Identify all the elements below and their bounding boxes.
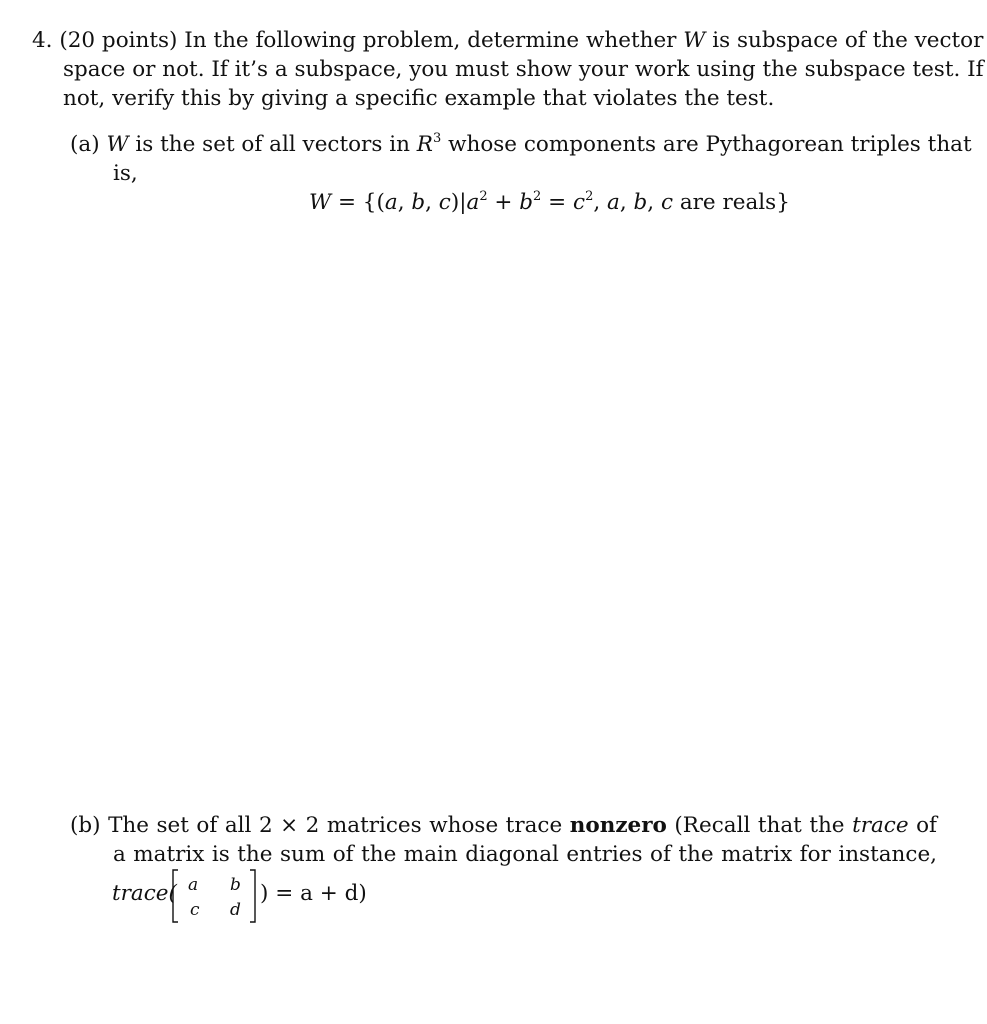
eq-bar: )| <box>450 190 467 215</box>
trace-function-label: trace( <box>112 881 177 906</box>
eq-a2: a <box>466 190 480 215</box>
eq-plus: + <box>487 190 520 215</box>
part-b-post-text: of <box>908 813 938 838</box>
eq-a-power: 2 <box>479 189 488 204</box>
eq-comma-4: , <box>619 190 634 215</box>
problem-line-3: not, verify this by giving a specific example that violates the test. <box>63 86 775 111</box>
matrix-cell-a: a <box>188 875 199 895</box>
part-a-label: (a) <box>70 132 100 157</box>
part-a-line-2: is, <box>113 161 138 186</box>
eq-c-power: 2 <box>585 189 594 204</box>
eq-comma-5: , <box>647 190 661 215</box>
problem-line-1-pre: 4. (20 points) In the following problem, determine whether <box>32 28 684 53</box>
eq-c3: c <box>660 190 673 215</box>
eq-c2: c <box>573 190 586 215</box>
part-b-mid-text: (Recall that the <box>666 813 853 838</box>
part-b-line-2: a matrix is the sum of the main diagonal entries of the matrix for instance, <box>113 842 937 867</box>
eq-c: c <box>438 190 451 215</box>
space-dimension: 3 <box>432 131 442 146</box>
matrix-cell-d: d <box>230 900 241 920</box>
eq-b3: b <box>633 190 648 215</box>
eq-a: a <box>384 190 398 215</box>
eq-b2: b <box>519 190 534 215</box>
part-b-label: (b) <box>70 813 101 838</box>
eq-a3: a <box>607 190 620 215</box>
part-a-line-1 <box>70 130 972 159</box>
part-b-pre-text: The set of all 2 × 2 matrices whose trace <box>100 813 570 838</box>
part-a <box>70 130 972 188</box>
part-a-mid-text: is the set of all vectors in <box>128 132 417 157</box>
problem-line-1-post: is subspace of the vector <box>705 28 984 53</box>
eq-w: W <box>309 190 332 215</box>
part-b <box>70 811 937 869</box>
trace-emphasis: trace <box>852 813 909 838</box>
matrix-cell-c: c <box>190 900 200 920</box>
matrix-right-bracket <box>250 870 255 922</box>
matrix-2x2 <box>170 866 258 926</box>
part-a-post-text: whose components are Pythagorean triples that <box>441 132 972 157</box>
matrix-left-bracket <box>173 870 178 922</box>
part-a-variable-w: W <box>106 132 129 157</box>
space-r: R <box>416 132 433 157</box>
eq-are-reals: are reals} <box>673 190 790 215</box>
problem-line-2: space or not. If it’s a subspace, you must show your work using the subspace test. If <box>63 57 984 82</box>
problem-statement <box>32 26 984 113</box>
variable-w: W <box>683 28 706 53</box>
eq-comma-1: , <box>397 190 412 215</box>
trace-result: ) = a + d) <box>260 881 367 906</box>
set-definition-equation <box>309 188 790 218</box>
eq-equals: = <box>541 190 574 215</box>
eq-comma-3: , <box>593 190 608 215</box>
nonzero-emphasis: nonzero <box>569 813 667 838</box>
problem-line-1 <box>32 26 984 55</box>
eq-b: b <box>411 190 426 215</box>
eq-b-power: 2 <box>533 189 542 204</box>
part-b-line-1 <box>70 811 937 840</box>
eq-open: = {( <box>331 190 385 215</box>
eq-comma-2: , <box>425 190 439 215</box>
matrix-cell-b: b <box>230 875 241 895</box>
